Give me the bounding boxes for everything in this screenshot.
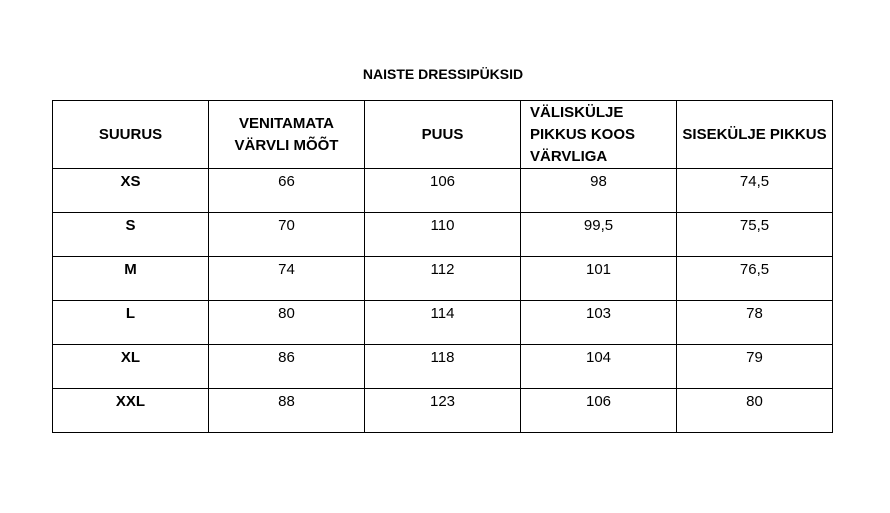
header-outer-line-3: VÄRVLIGA xyxy=(530,147,608,165)
header-waist xyxy=(209,101,365,169)
header-outer-line-2: PIKKUS KOOS xyxy=(530,125,636,143)
waist-cell: 88 xyxy=(209,389,365,433)
waist-cell: 66 xyxy=(209,169,365,213)
header-waist-line-2: VÄRVLI MÕÕT xyxy=(234,136,339,154)
outer-length-cell: 104 xyxy=(521,345,677,389)
size-cell: M xyxy=(53,257,209,301)
header-outer-line-1: VÄLISKÜLJE xyxy=(530,103,624,121)
hip-cell: 114 xyxy=(365,301,521,345)
waist-cell: 86 xyxy=(209,345,365,389)
outer-length-cell: 99,5 xyxy=(521,213,677,257)
inner-length-cell: 75,5 xyxy=(677,213,833,257)
size-cell: XL xyxy=(53,345,209,389)
header-inner-length: SISEKÜLJE PIKKUS xyxy=(677,101,833,169)
inner-length-cell: 78 xyxy=(677,301,833,345)
inner-length-cell: 76,5 xyxy=(677,257,833,301)
table-row xyxy=(53,345,833,389)
hip-cell: 112 xyxy=(365,257,521,301)
table-header-row xyxy=(53,101,833,169)
table-row xyxy=(53,213,833,257)
table-row xyxy=(53,389,833,433)
inner-length-cell: 79 xyxy=(677,345,833,389)
hip-cell: 123 xyxy=(365,389,521,433)
size-cell: XXL xyxy=(53,389,209,433)
outer-length-cell: 98 xyxy=(521,169,677,213)
size-cell: S xyxy=(53,213,209,257)
hip-cell: 106 xyxy=(365,169,521,213)
waist-cell: 80 xyxy=(209,301,365,345)
header-hip: PUUS xyxy=(365,101,521,169)
outer-length-cell: 106 xyxy=(521,389,677,433)
table-row xyxy=(53,169,833,213)
inner-length-cell: 74,5 xyxy=(677,169,833,213)
header-size: SUURUS xyxy=(53,101,209,169)
inner-length-cell: 80 xyxy=(677,389,833,433)
table-row xyxy=(53,301,833,345)
hip-cell: 118 xyxy=(365,345,521,389)
size-chart-table xyxy=(52,100,833,433)
document-title: NAISTE DRESSIPÜKSID xyxy=(362,66,524,82)
waist-cell: 70 xyxy=(209,213,365,257)
outer-length-cell: 103 xyxy=(521,301,677,345)
header-outer-length xyxy=(521,101,677,169)
size-cell: XS xyxy=(53,169,209,213)
hip-cell: 110 xyxy=(365,213,521,257)
waist-cell: 74 xyxy=(209,257,365,301)
table-row xyxy=(53,257,833,301)
size-cell: L xyxy=(53,301,209,345)
outer-length-cell: 101 xyxy=(521,257,677,301)
header-waist-line-1: VENITAMATA xyxy=(239,114,334,132)
